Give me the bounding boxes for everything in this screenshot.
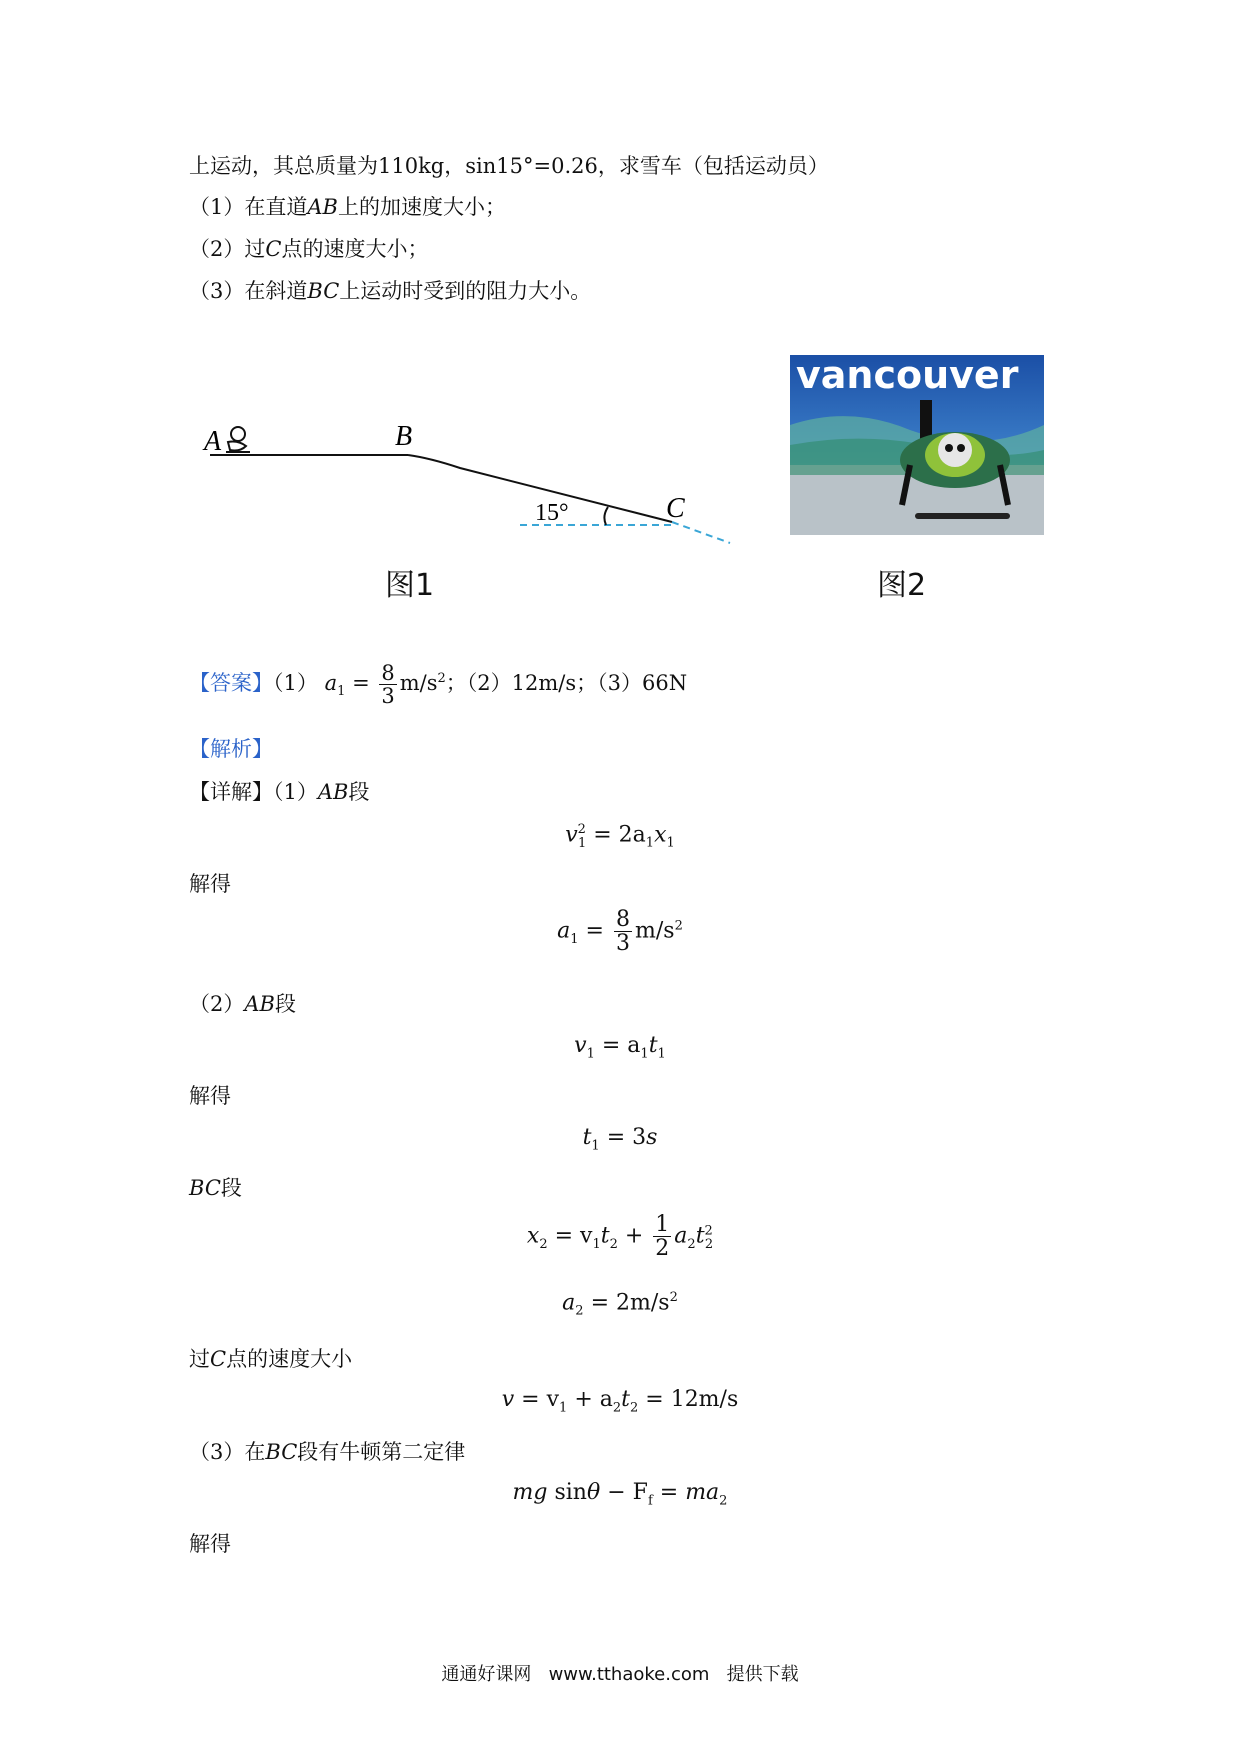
question-line-1: 上运动，其总质量为110kg，sin15°=0.26，求雪车（包括运动员） bbox=[189, 154, 829, 178]
figure-2-caption: 图2 bbox=[877, 568, 927, 603]
equation-2: $a_1$ = $\frac{8}{3}$ $m/s^2$ bbox=[557, 907, 683, 957]
question-1: （1）在直道AB上的加速度大小； bbox=[189, 195, 506, 219]
equation-8: mg $\sin\theta - F_f = ma_2$ bbox=[512, 1480, 728, 1509]
slope-extension-line bbox=[672, 522, 730, 543]
figure-1-caption: 图1 bbox=[385, 568, 435, 603]
detail-bc-segment: BC段 bbox=[189, 1176, 242, 1200]
solve-label-2: 解得 bbox=[189, 1084, 231, 1108]
angle-arc bbox=[604, 507, 608, 525]
point-b-label: B bbox=[395, 421, 413, 452]
detail-part-1: 【详解】（1）AB段 bbox=[189, 780, 370, 804]
point-a-label: A bbox=[204, 426, 222, 457]
detail-part-3: （3）在BC段有牛顿第二定律 bbox=[189, 1440, 466, 1464]
question-3: （3）在斜道BC上运动时受到的阻力大小。 bbox=[189, 279, 592, 303]
point-c-label: C bbox=[666, 493, 685, 524]
footer-download-text: 提供下载 bbox=[726, 1664, 799, 1685]
equation-1: $v^2_1 = 2a_1x_1$ bbox=[565, 822, 675, 851]
page-footer bbox=[0, 1660, 1240, 1686]
pass-c-line: 过C点的速度大小 bbox=[189, 1347, 353, 1371]
answer-line: 【答案】（1） $a_1$ = $\frac{8}{3}$ $m/s^2$；（2）12m/s；（3）66N bbox=[189, 661, 688, 709]
equation-5: $x_2 = v_1t_2$ + $\frac{1}{2}$ $a_2t^2_2$ bbox=[526, 1212, 714, 1262]
analysis-tag: 【解析】 bbox=[189, 737, 273, 761]
sled-athlete-icon bbox=[226, 427, 250, 452]
equation-7: $v = v_1 + a_2t_2 = 12m/s$ bbox=[501, 1387, 739, 1416]
footer-url-link[interactable]: www.tthaoke.com bbox=[548, 1664, 710, 1685]
skeleton-athlete-illustration bbox=[790, 355, 1044, 535]
equation-4: $t_1 = 3s$ bbox=[582, 1125, 658, 1154]
figure-2-photo bbox=[790, 355, 1044, 535]
vancouver-banner-text: vancouver bbox=[796, 355, 1019, 397]
angle-label: 15° bbox=[535, 500, 569, 526]
equation-3: $v_1 = a_1t_1$ bbox=[574, 1033, 666, 1062]
solve-label-1: 解得 bbox=[189, 872, 231, 896]
solve-label-3: 解得 bbox=[189, 1532, 231, 1556]
question-2: （2）过C点的速度大小； bbox=[189, 237, 429, 261]
answer-tag: 【答案】 bbox=[189, 671, 273, 696]
answer-fraction: $\frac{8}{3}$ bbox=[381, 661, 395, 709]
figure-1-diagram bbox=[190, 400, 750, 560]
detail-part-2: （2）AB段 bbox=[189, 992, 296, 1016]
footer-site-name: 通通好课网 bbox=[441, 1664, 532, 1685]
equation-6: $a_2 = 2m/s^2$ bbox=[562, 1290, 678, 1319]
